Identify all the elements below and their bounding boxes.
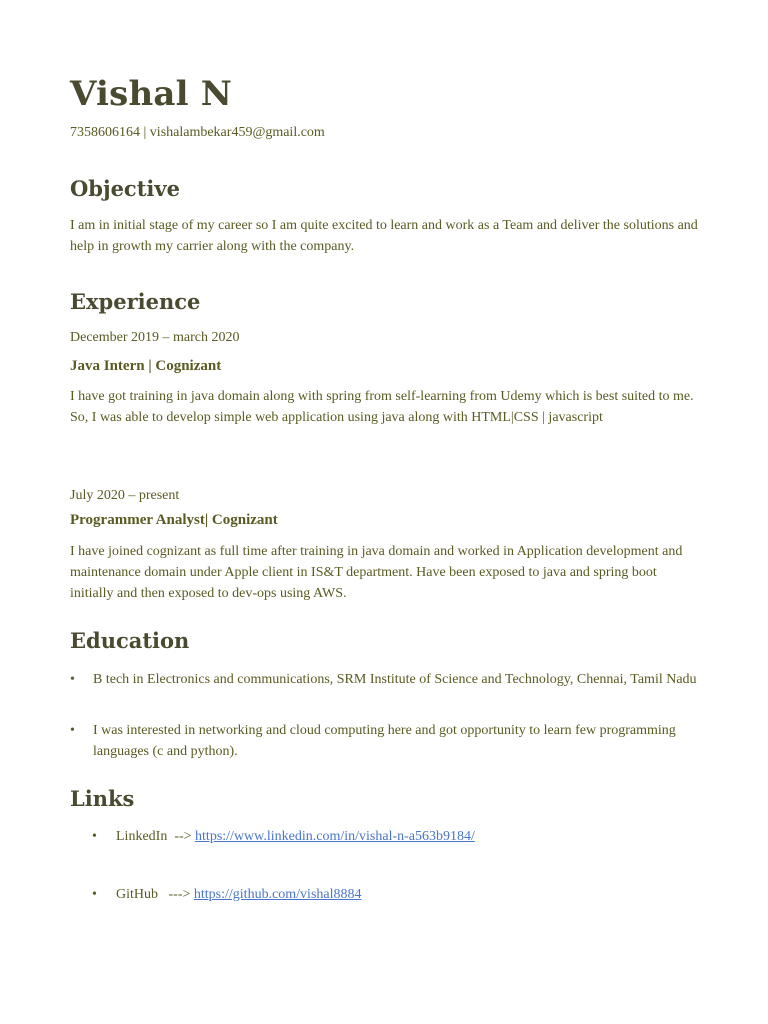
linkedin-link[interactable]: https://www.linkedin.com/in/vishal-n-a563b9184/ (195, 829, 475, 844)
bullet-icon: • (70, 723, 75, 738)
link-label: GitHub ---> (116, 887, 191, 902)
experience-date: December 2019 – march 2020 (70, 330, 240, 345)
education-list-item (70, 720, 698, 762)
education-heading: Education (70, 628, 190, 653)
bullet-icon: • (92, 829, 97, 844)
experience-heading: Experience (70, 289, 201, 314)
experience-date: July 2020 – present (70, 488, 180, 503)
education-item-text: B tech in Electronics and communications, SRM Institute of Science and Technology, Chennai, Tamil Nadu (93, 672, 697, 687)
bullet-icon: • (92, 887, 97, 902)
link-label: LinkedIn --> (116, 829, 192, 844)
education-list-item (70, 669, 698, 690)
links-heading: Links (70, 786, 135, 811)
contact-line: 7358606164 | vishalambekar459@gmail.com (70, 125, 325, 140)
education-item-text: I was interested in networking and cloud computing here and got opportunity to learn few programming languages (c and python). (93, 723, 676, 759)
experience-role: Java Intern | Cognizant (70, 358, 222, 374)
candidate-name: Vishal N (70, 74, 233, 114)
objective-heading: Objective (70, 176, 180, 201)
experience-description: I have got training in java domain along with spring from self-learning from Udemy which is best suited to me. So, I was able to develop simple web application using java along with HTML|CSS | javascript (70, 389, 694, 425)
experience-description: I have joined cognizant as full time after training in java domain and worked in Application development and maintenance domain under Apple client in IS&T department. Have been exposed to java and spring boot initially and then exposed to dev-ops using AWS. (70, 544, 683, 601)
objective-text: I am in initial stage of my career so I am quite excited to learn and work as a Team and deliver the solutions and help in growth my carrier along with the company. (70, 218, 698, 254)
experience-role: Programmer Analyst| Cognizant (70, 512, 278, 528)
bullet-icon: • (70, 672, 75, 687)
github-link[interactable]: https://github.com/vishal8884 (193, 887, 362, 902)
link-item-github (92, 887, 362, 903)
link-item-linkedin (92, 829, 475, 845)
